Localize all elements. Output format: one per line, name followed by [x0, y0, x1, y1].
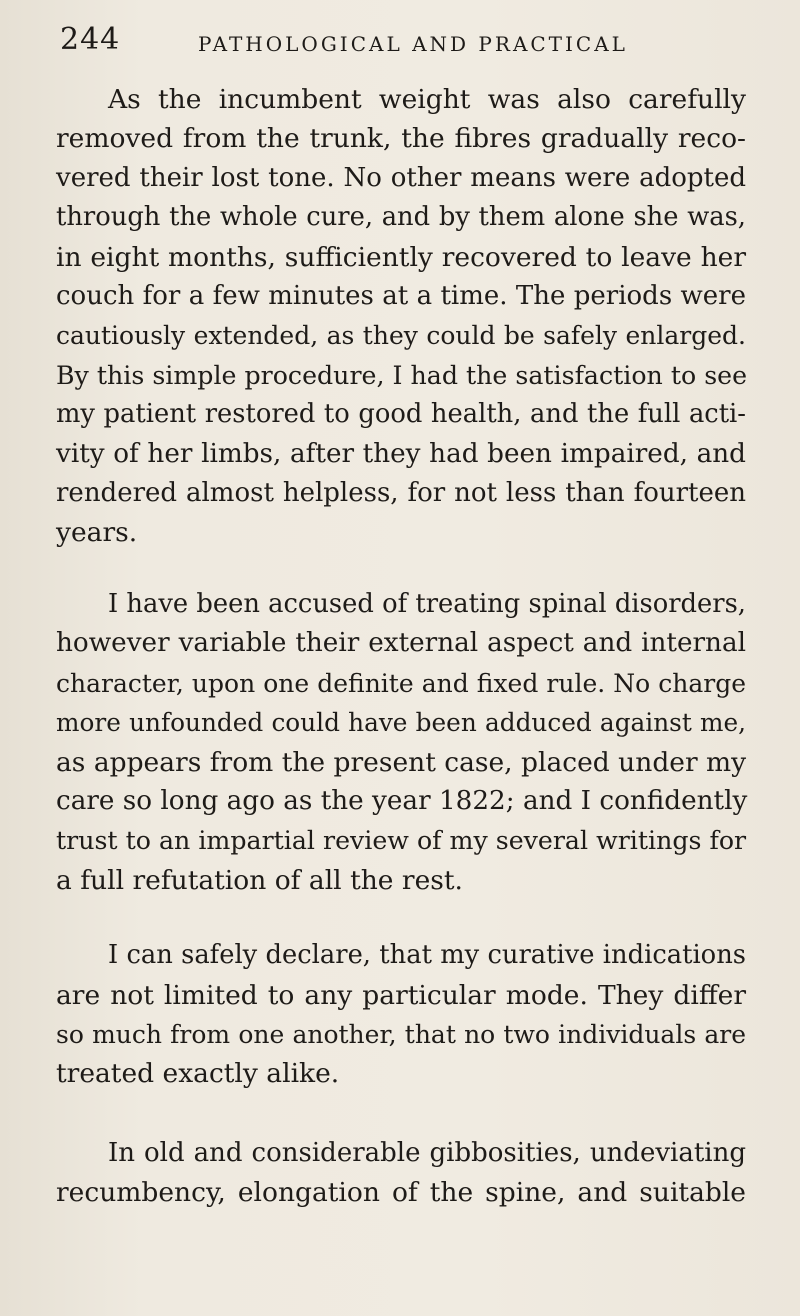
page-header: [60, 22, 680, 62]
text-line: recumbency, elongation of the spine, and suitable: [56, 1177, 746, 1209]
text-line: years.: [56, 517, 138, 549]
page-number: 244: [60, 22, 121, 57]
text-line: care so long ago as the year 1822; and I confidently: [56, 785, 748, 816]
text-line: In old and considerable gibbosities, undeviating: [108, 1137, 746, 1168]
text-line: I have been accused of treating spinal disorders,: [108, 588, 746, 619]
body-text: [56, 80, 746, 1213]
text-line: rendered almost helpless, for not less than fourteen: [56, 478, 746, 509]
text-line: in eight months, sufficiently recovered to leave her: [56, 241, 746, 273]
text-line: as appears from the present case, placed under my: [56, 746, 747, 778]
text-line: are not limited to any particular mode. They differ: [56, 979, 746, 1011]
text-line: so much from one another, that no two individuals are: [56, 1019, 746, 1049]
text-line: a full refutation of all the rest.: [56, 864, 463, 896]
text-line: more unfounded could have been adduced against me,: [56, 708, 746, 738]
text-line: I can safely declare, that my curative indications: [108, 940, 746, 971]
paragraph-4: [56, 1134, 746, 1213]
text-line: vity of her limbs, after they had been impaired, and: [56, 438, 746, 469]
text-line: As the incumbent weight was also carefully: [108, 84, 746, 115]
paragraph-1: [56, 80, 746, 553]
text-line: my patient restored to good health, and the full acti-: [56, 399, 746, 430]
text-line: couch for a few minutes at a time. The periods were: [56, 281, 746, 312]
text-line: removed from the trunk, the fibres gradually reco-: [56, 123, 746, 155]
text-line: through the whole cure, and by them alone she was,: [56, 202, 746, 233]
text-line: treated exactly alike.: [56, 1058, 340, 1090]
text-line: however variable their external aspect and internal: [56, 628, 746, 659]
text-line: character, upon one definite and fixed rule. No charge: [56, 668, 746, 698]
running-head: PATHOLOGICAL AND PRACTICAL: [198, 32, 628, 56]
text-line: cautiously extended, as they could be safely enlarged.: [56, 321, 746, 351]
text-line: By this simple procedure, I had the satisfaction to see: [56, 360, 748, 390]
paragraph-3: [56, 936, 746, 1094]
text-line: vered their lost tone. No other means were adopted: [56, 162, 746, 193]
paragraph-2: [56, 585, 746, 900]
text-line: trust to an impartial review of my several writings for: [56, 826, 747, 856]
